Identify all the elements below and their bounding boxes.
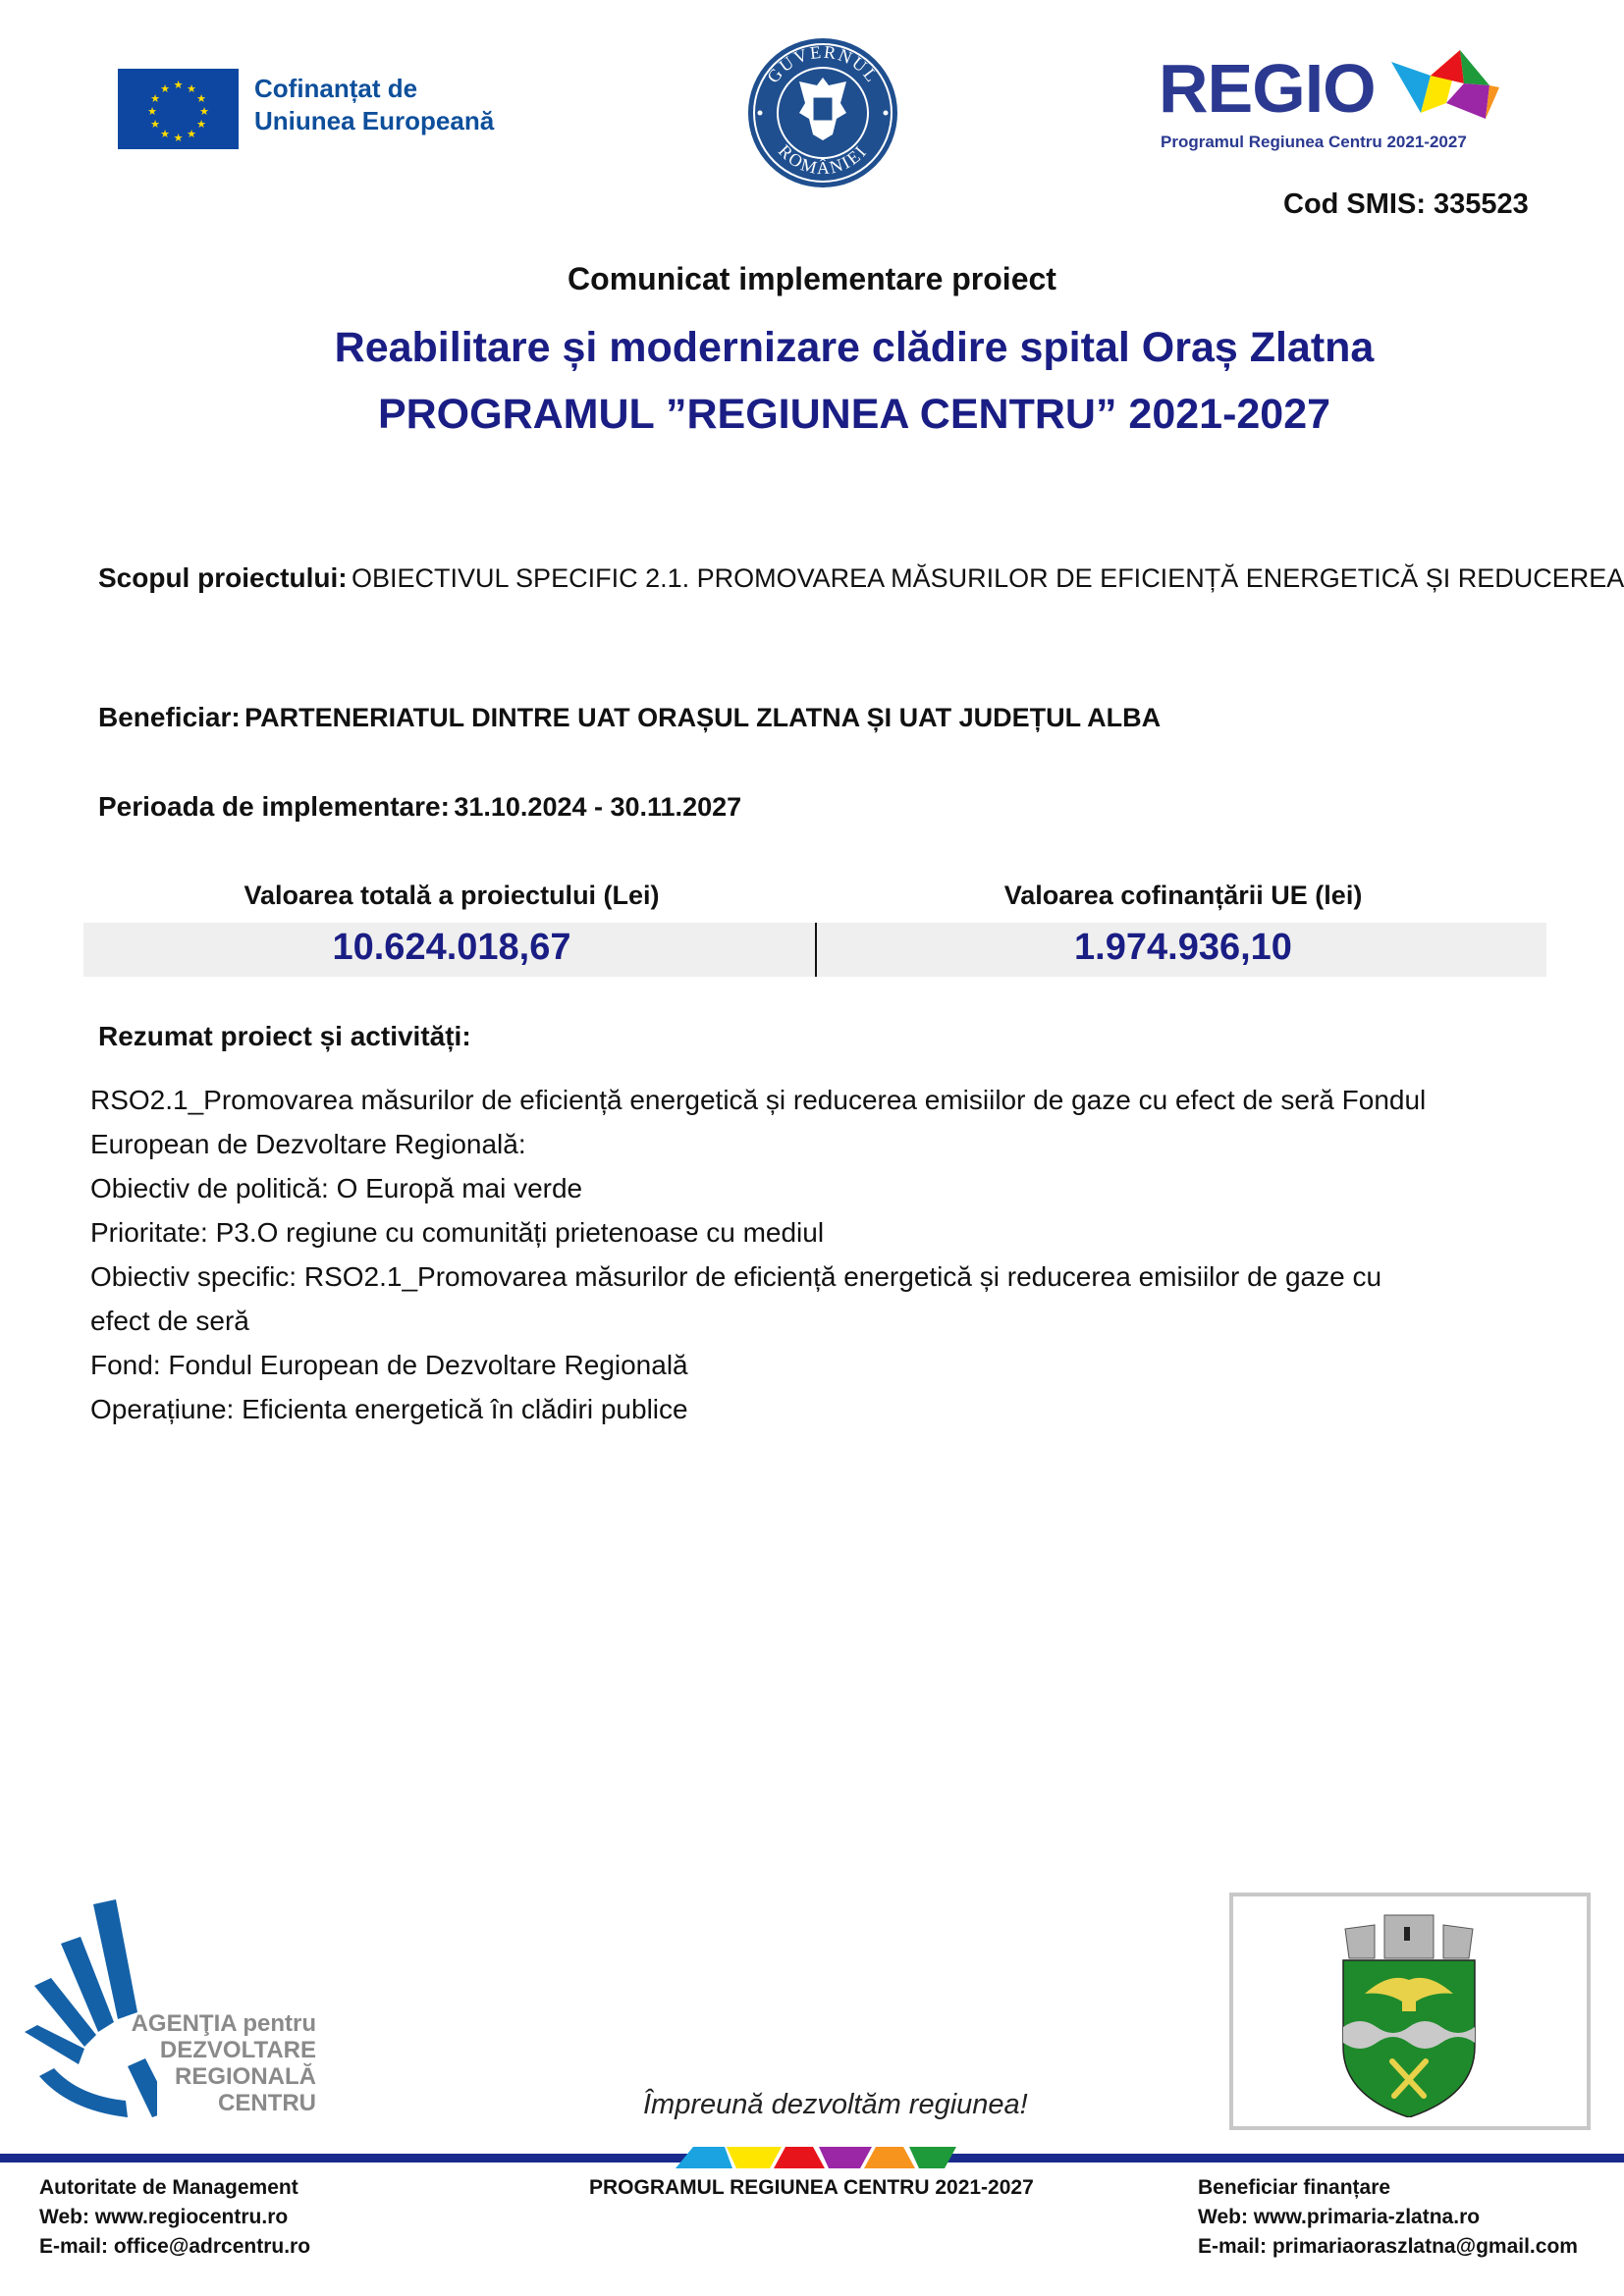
adr-line-3: REGIONALĂ xyxy=(175,2063,316,2090)
footer-rule-right xyxy=(943,2154,1624,2163)
eu-value: 1.974.936,10 xyxy=(1074,927,1292,968)
perioada-label: Perioada de implementare: xyxy=(98,791,450,822)
project-title: Reabilitare și modernizare clădire spital Oraș Zlatna xyxy=(334,324,1375,371)
total-value: 10.624.018,67 xyxy=(332,927,571,968)
adr-line-1: AGENŢIA pentru xyxy=(131,2010,316,2037)
footer-left-title: Autoritate de Management xyxy=(39,2176,298,2199)
rezumat-body xyxy=(90,1078,1563,1431)
footer-color-bands-icon xyxy=(676,2147,956,2168)
eu-cofinanced-label xyxy=(254,73,494,137)
eu-flag-icon xyxy=(118,69,239,149)
web-label: Web: xyxy=(1198,2206,1248,2228)
program-title: PROGRAMUL ”REGIUNEA CENTRU” 2021-2027 xyxy=(377,391,1331,438)
eu-line-1: Cofinanțat de xyxy=(254,74,418,103)
adr-line-4: CENTRU xyxy=(218,2090,316,2116)
cod-smis: Cod SMIS: 335523 xyxy=(1283,188,1529,220)
total-value-label: Valoarea totală a proiectului (Lei) xyxy=(244,881,660,910)
eu-value-label: Valoarea cofinanțării UE (lei) xyxy=(1003,881,1363,910)
perioada-row xyxy=(98,791,741,823)
svg-text:★: ★ xyxy=(150,119,160,131)
beneficiar-value: PARTENERIATUL DINTRE UAT ORAȘUL ZLATNA ȘI UAT JUDEȚUL ALBA xyxy=(244,703,1162,732)
footer-right-web[interactable] xyxy=(1198,2203,1578,2232)
rezumat-line: Fond: Fondul European de Dezvoltare Regională xyxy=(90,1350,688,1380)
document-type-heading: Comunicat implementare proiect xyxy=(568,261,1056,296)
perioada-value: 31.10.2024 - 30.11.2027 xyxy=(454,792,742,822)
rezumat-line: European de Dezvoltare Regională: xyxy=(90,1129,526,1159)
adr-centru-text xyxy=(108,2010,316,2116)
footer-beneficiary xyxy=(1198,2173,1578,2262)
regio-mark-icon xyxy=(1391,44,1507,121)
footer-program xyxy=(589,2173,1034,2203)
scop-value: OBIECTIVUL SPECIFIC 2.1. PROMOVAREA MĂSURILOR DE EFICIENȚĂ ENERGETICĂ ȘI REDUCEREA xyxy=(352,563,1624,593)
footer-right-title: Beneficiar finanțare xyxy=(1198,2176,1391,2199)
svg-text:★: ★ xyxy=(196,93,206,105)
footer-management-authority xyxy=(39,2173,310,2262)
svg-text:★: ★ xyxy=(147,106,157,118)
scop-row xyxy=(98,562,1624,594)
svg-text:★: ★ xyxy=(150,93,160,105)
svg-text:★: ★ xyxy=(160,129,170,140)
beneficiar-row xyxy=(98,702,1161,733)
svg-text:★: ★ xyxy=(199,106,209,118)
eu-line-2: Uniunea Europeană xyxy=(254,106,495,135)
rezumat-line: Obiectiv specific: RSO2.1_Promovarea măsurilor de eficiență energetică și reducerea emisiilor de gaze cu xyxy=(90,1261,1382,1292)
footer-rule-left xyxy=(0,2154,687,2163)
svg-text:GUVERNUL: GUVERNUL xyxy=(763,41,883,87)
slogan: Împreună dezvoltăm regiunea! xyxy=(643,2089,1028,2120)
scop-label: Scopul proiectului: xyxy=(98,562,348,593)
rezumat-line: Obiectiv de politică: O Europă mai verde xyxy=(90,1173,583,1203)
footer-right-email[interactable] xyxy=(1198,2232,1578,2262)
rezumat-line: Operațiune: Eficienta energetică în clădiri publice xyxy=(90,1394,688,1424)
footer-left-web[interactable]: Web: www.regiocentru.ro xyxy=(39,2206,289,2228)
beneficiar-label: Beneficiar: xyxy=(98,702,241,732)
rezumat-line: Prioritate: P3.O regiune cu comunități prietenoase cu mediul xyxy=(90,1217,825,1248)
regio-subtitle: Programul Regiunea Centru 2021-2027 xyxy=(1161,133,1467,151)
svg-text:★: ★ xyxy=(160,83,170,95)
guvernul-romaniei-seal-icon xyxy=(746,36,899,189)
rezumat-line: efect de seră xyxy=(90,1306,249,1336)
svg-text:ROMÂNIEI: ROMÂNIEI xyxy=(774,140,872,179)
svg-text:★: ★ xyxy=(173,133,184,144)
footer-mid-title: PROGRAMUL REGIUNEA CENTRU 2021-2027 xyxy=(589,2176,1034,2199)
footer-left-email[interactable]: E-mail: office@adrcentru.ro xyxy=(39,2235,311,2258)
svg-text:★: ★ xyxy=(173,80,184,91)
email-label: E-mail: xyxy=(1198,2235,1268,2258)
rezumat-heading: Rezumat proiect și activități: xyxy=(98,1021,471,1051)
adr-line-2: DEZVOLTARE xyxy=(159,2037,316,2063)
regio-wordmark: REGIO xyxy=(1159,50,1376,127)
svg-text:★: ★ xyxy=(196,119,206,131)
web-link[interactable]: www.primaria-zlatna.ro xyxy=(1253,2206,1481,2228)
email-link[interactable]: primariaoraszlatna@gmail.com xyxy=(1272,2235,1578,2258)
svg-text:★: ★ xyxy=(187,83,196,95)
rezumat-line: RSO2.1_Promovarea măsurilor de eficiență energetică și reducerea emisiilor de gaze cu efect de seră Fondul xyxy=(90,1085,1427,1115)
svg-text:★: ★ xyxy=(187,129,196,140)
zlatna-coat-of-arms-icon xyxy=(1335,1909,1483,2117)
